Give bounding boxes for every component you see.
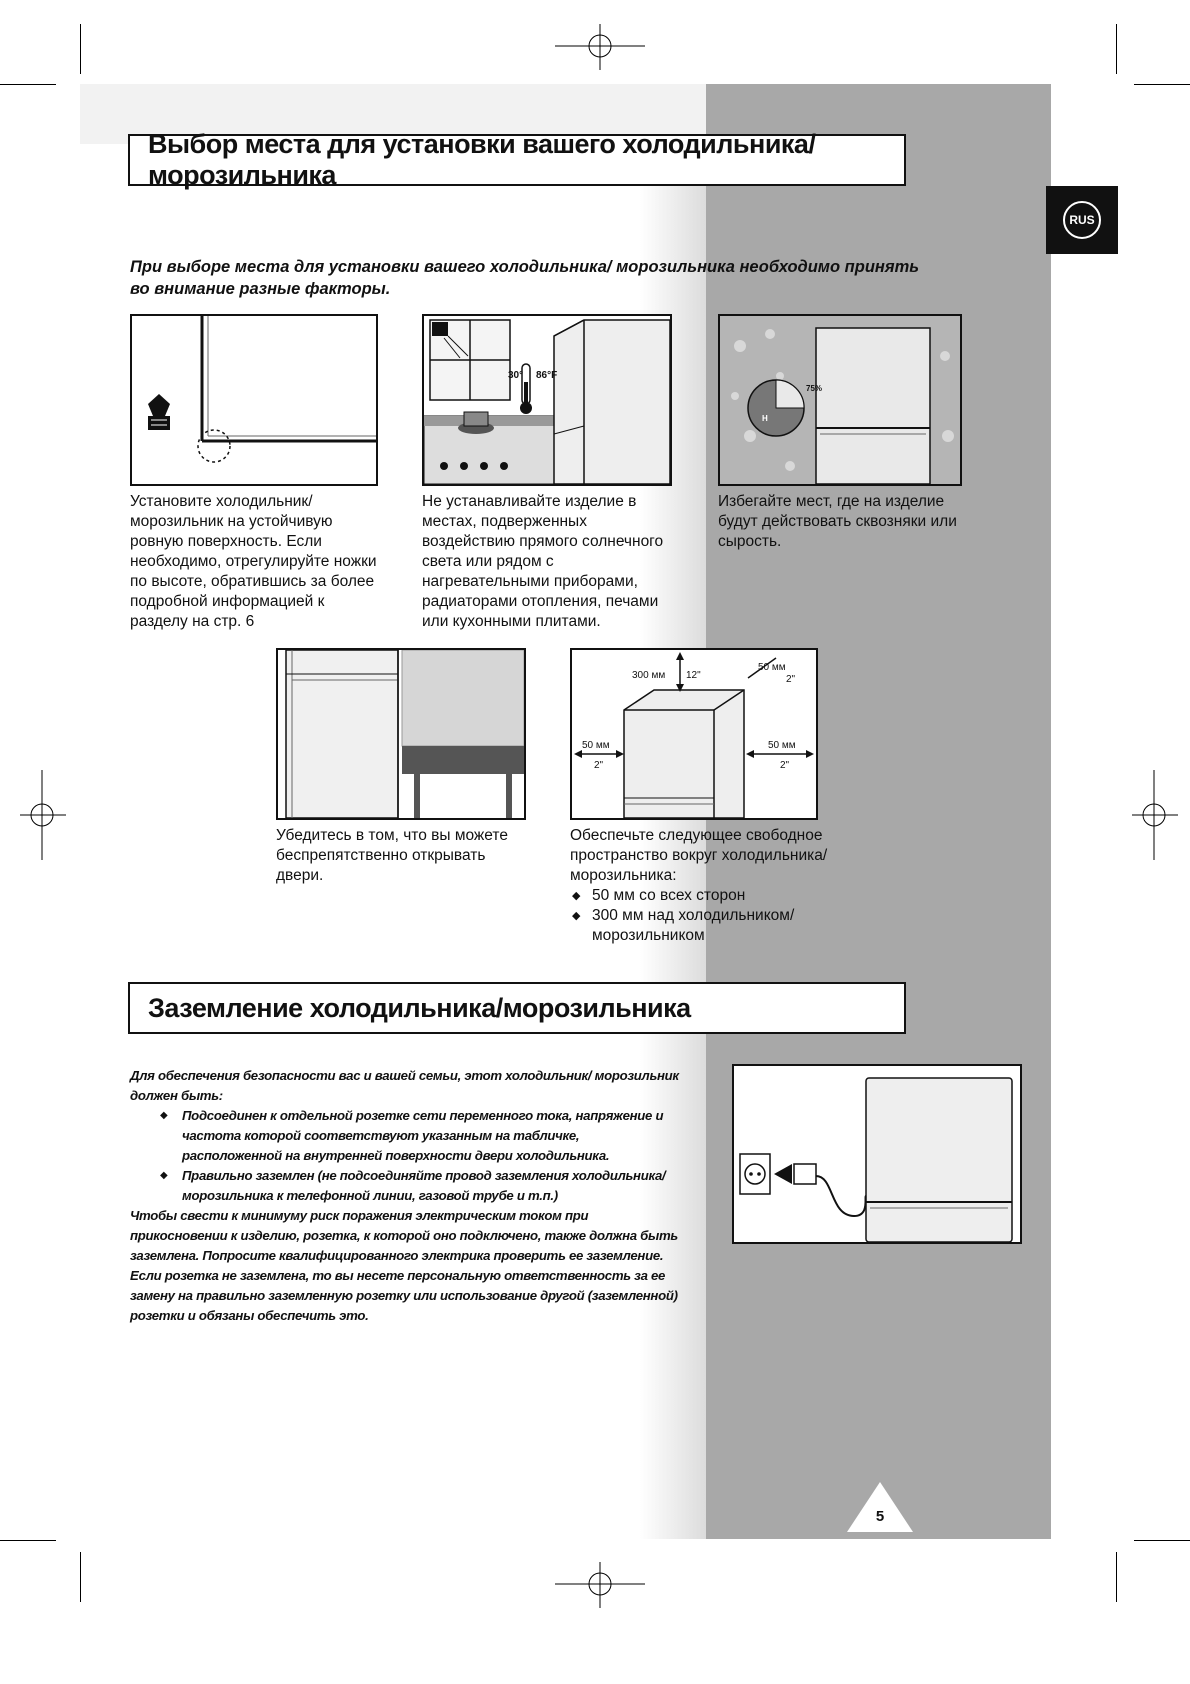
crop-mark <box>80 1552 81 1602</box>
grounding-item: ◆ Правильно заземлен (не подсоединяйте провод заземления холодильника/ морозильника к телефонной линии, газовой трубе и т.п.) <box>130 1166 680 1206</box>
figure1-caption: Установите холодильник/ морозильник на устойчивую ровную поверхность. Если необходимо, отрегулируйте ножки по высоте, обратившись за более подробной информацией к разделу на стр. 6 <box>130 493 377 630</box>
page-number-badge <box>845 1480 915 1534</box>
crop-mark <box>1116 24 1117 74</box>
grounding-lead: Для обеспечения безопасности вас и вашей семьи, этот холодильник/ морозильник должен быть: <box>130 1068 679 1103</box>
floor-corner-illustration <box>132 316 376 484</box>
figure4-caption: Убедитесь в том, что вы можете беспрепятственно открывать двери. <box>276 827 508 884</box>
registration-mark-left <box>18 770 68 860</box>
crop-mark <box>1134 1540 1190 1541</box>
humidity-h-label: H <box>762 414 768 423</box>
socket-illustration <box>734 1066 1020 1242</box>
dim-top-mm: 300 мм <box>632 670 666 681</box>
figure-humidity <box>718 314 962 486</box>
dim-back-in: 2" <box>786 674 796 685</box>
figure-level-floor <box>130 314 378 486</box>
dim-back-mm: 50 мм <box>758 662 786 673</box>
door-opening-illustration <box>278 650 524 818</box>
registration-mark-top <box>555 22 645 72</box>
figure-grounded-socket <box>732 1064 1022 1244</box>
dim-right-mm: 50 мм <box>768 740 796 751</box>
figure-heat-sources <box>422 314 672 486</box>
plug-icon <box>794 1164 816 1184</box>
dim-left-in: 2" <box>594 760 604 771</box>
grounding-text <box>130 1066 680 1326</box>
registration-mark-bottom <box>555 1560 645 1610</box>
dim-left-mm: 50 мм <box>582 740 610 751</box>
page-number-triangle <box>845 1480 915 1534</box>
language-tab <box>1046 186 1118 254</box>
grounding-tail: Чтобы свести к минимуму риск поражения электрическим током при прикосновении к изделию, розетка, к которой оно подключено, также должна быть заземлена. Попросите квалифицированного электрика проверить ее заземление. Если розетка не заземлена, то вы несете персональную ответственность за ее замену на правильно заземленную розетку или использование другой (заземленной) розетки и обязаны обеспечить это. <box>130 1208 678 1323</box>
kitchen-heat-illustration <box>424 316 670 484</box>
figure3-caption: Избегайте мест, где на изделие будут действовать сквозняки или сырость. <box>718 493 957 550</box>
figure-clearance <box>570 648 818 820</box>
crop-mark <box>0 84 56 85</box>
crop-mark <box>0 1540 56 1541</box>
registration-mark-right <box>1130 770 1180 860</box>
section-title-placement: Выбор места для установки вашего холодильника/ морозильника <box>128 134 906 186</box>
crop-mark <box>1134 84 1190 85</box>
humidity-illustration <box>720 316 960 484</box>
temperature-fahrenheit: 86°F <box>536 370 558 381</box>
page-number: 5 <box>875 1508 885 1525</box>
figure2-caption: Не устанавливайте изделие в местах, подверженных воздействию прямого солнечного света или рядом с нагревательными приборами, радиаторами отопления, печами или кухонными плитами. <box>422 493 664 630</box>
humidity-value: 75% <box>806 384 823 393</box>
dim-right-in: 2" <box>780 760 790 771</box>
grounding-list <box>130 1106 680 1206</box>
figure-door-opening <box>276 648 526 820</box>
crop-mark <box>80 24 81 74</box>
clearance-item: ◆ 50 мм со всех сторон <box>570 886 840 906</box>
section-intro: При выборе места для установки вашего холодильника/ морозильника необходимо принять во внимание разные факторы. <box>130 258 920 298</box>
clearance-item: ◆ 300 мм над холодильником/ морозильником <box>570 906 840 946</box>
clearance-lead: Обеспечьте следующее свободное пространство вокруг холодильника/ морозильника: <box>570 827 828 884</box>
section-title-grounding: Заземление холодильника/морозильника <box>128 982 906 1034</box>
language-tab-label: RUS <box>1063 201 1101 239</box>
dim-top-in: 12" <box>686 670 701 681</box>
sun-icon <box>432 322 448 336</box>
figure5-caption <box>570 826 840 946</box>
clearance-list <box>570 886 840 946</box>
adjustable-foot-icon <box>148 394 170 430</box>
temperature-celsius: 30° <box>508 370 524 381</box>
grounding-item: ◆ Подсоединен к отдельной розетке сети переменного тока, напряжение и частота которой соответствуют указанным на табличке, расположенной на внутренней поверхности двери холодильника. <box>130 1106 680 1166</box>
crop-mark <box>1116 1552 1117 1602</box>
